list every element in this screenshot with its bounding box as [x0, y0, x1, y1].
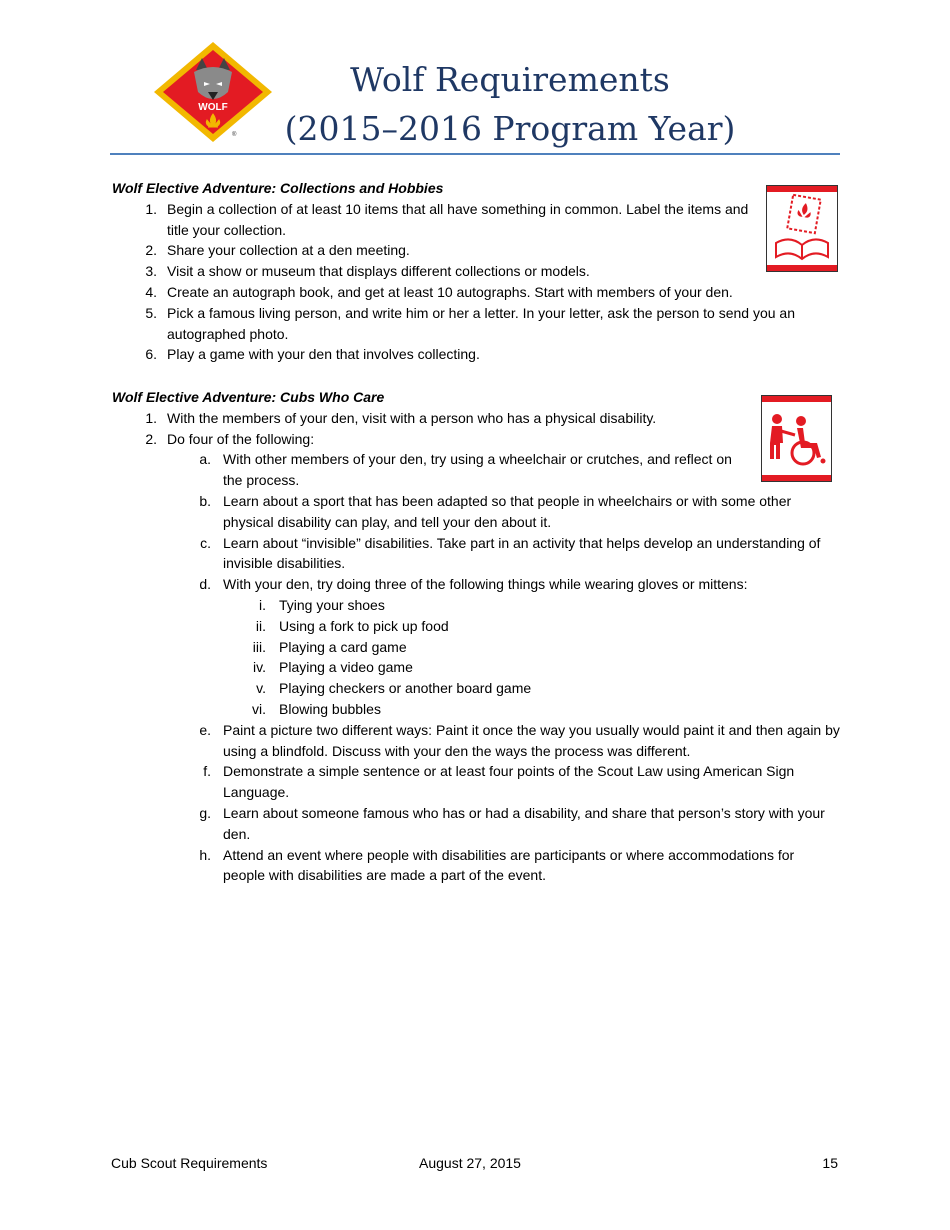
item-text: Playing a card game	[279, 638, 407, 655]
list-item	[145, 240, 840, 261]
item-number: 1.	[145, 409, 157, 426]
item-number: 2.	[145, 430, 157, 447]
section-cubs-who-care	[112, 387, 840, 886]
item-number: e.	[199, 721, 211, 738]
list-item	[199, 574, 840, 720]
svg-text:®: ®	[232, 132, 237, 138]
item-text: Using a fork to pick up food	[279, 617, 449, 634]
list-item	[199, 720, 840, 762]
activity-list	[223, 595, 840, 720]
page-subtitle: (2015–2016 Program Year)	[284, 109, 736, 148]
item-text: Learn about “invisible” disabilities. Take part in an activity that helps develop an understanding of invisible disabilities.	[223, 534, 821, 572]
item-text: Learn about a sport that has been adapted so that people in wheelchairs or with some other physical disability can play, and tell your den about it.	[223, 492, 792, 530]
list-item	[145, 408, 840, 429]
list-item	[145, 261, 840, 282]
item-number: ii.	[255, 617, 266, 634]
header-divider	[110, 153, 840, 155]
item-number: d.	[199, 576, 211, 593]
list-item	[199, 491, 840, 533]
item-text: Share your collection at a den meeting.	[167, 242, 410, 259]
item-number: iii.	[252, 638, 266, 655]
item-number: 3.	[145, 263, 157, 280]
footer-page-number: 15	[822, 1155, 838, 1171]
list-item	[252, 699, 840, 720]
list-item	[203, 761, 840, 803]
wheelchair-icon	[761, 395, 832, 482]
item-text: Demonstrate a simple sentence or at least four points of the Scout Law using American Sign Language.	[223, 763, 795, 801]
list-item	[145, 199, 762, 241]
requirement-list	[112, 199, 840, 365]
page-title: Wolf Requirements	[350, 60, 670, 99]
list-item	[145, 303, 840, 345]
list-item	[200, 533, 840, 575]
item-number: 2.	[145, 242, 157, 259]
item-text: Playing a video game	[279, 659, 413, 676]
item-text: With the members of your den, visit with a person who has a physical disability.	[167, 409, 657, 426]
list-item	[199, 449, 748, 491]
stamp-collection-icon	[766, 185, 838, 272]
item-text: Begin a collection of at least 10 items that all have something in common. Label the items and title your collection.	[167, 200, 749, 238]
wolf-rank-logo	[152, 40, 274, 144]
item-text: Create an autograph book, and get at least 10 autographs. Start with members of your den.	[167, 283, 733, 300]
item-number: 5.	[145, 304, 157, 321]
item-number: 4.	[145, 283, 157, 300]
section-collections-and-hobbies	[112, 178, 840, 365]
item-number: g.	[199, 804, 211, 821]
list-item	[199, 803, 840, 845]
item-text: With other members of your den, try using a wheelchair or crutches, and reflect on the process.	[223, 451, 732, 489]
item-number: f.	[203, 763, 211, 780]
list-item	[255, 616, 840, 637]
item-number: iv.	[253, 659, 266, 676]
list-item	[145, 344, 840, 365]
item-number: 1.	[145, 200, 157, 217]
list-item	[199, 845, 840, 887]
list-item	[259, 595, 840, 616]
sub-requirement-list	[167, 449, 840, 886]
item-number: vi.	[252, 700, 266, 717]
item-number: b.	[199, 492, 211, 509]
item-number: c.	[200, 534, 211, 551]
list-item	[253, 657, 840, 678]
item-text: Do four of the following:	[167, 430, 315, 447]
section-title: Wolf Elective Adventure: Cubs Who Care	[112, 389, 385, 405]
list-item	[252, 637, 840, 658]
item-number: h.	[199, 846, 211, 863]
section-title: Wolf Elective Adventure: Collections and Hobbies	[112, 180, 444, 196]
item-text: Visit a show or museum that displays different collections or models.	[167, 263, 590, 280]
item-number: a.	[199, 451, 211, 468]
requirement-list	[112, 408, 840, 886]
item-text: Pick a famous living person, and write him or her a letter. In your letter, ask the person to send you an autographed photo.	[167, 304, 795, 342]
footer-document-title: Cub Scout Requirements	[111, 1155, 268, 1171]
item-text: Play a game with your den that involves collecting.	[167, 346, 480, 363]
item-number: 6.	[145, 346, 157, 363]
item-text: Paint a picture two different ways: Paint it once the way you usually would paint it and then again by using a blindfold. Discuss with your den the ways the process was different.	[223, 721, 840, 759]
footer-date: August 27, 2015	[419, 1155, 521, 1171]
item-number: i.	[259, 596, 266, 613]
list-item	[145, 282, 840, 303]
item-text: Blowing bubbles	[279, 700, 381, 717]
list-item	[145, 429, 840, 887]
item-number: v.	[256, 680, 266, 697]
list-item	[256, 678, 840, 699]
item-text: Attend an event where people with disabilities are participants or where accommodations for people with disabilities are made a part of the event.	[223, 846, 795, 884]
item-text: Tying your shoes	[279, 596, 385, 613]
logo-text: WOLF	[198, 102, 228, 113]
item-text: Playing checkers or another board game	[279, 680, 532, 697]
item-text: With your den, try doing three of the following things while wearing gloves or mittens:	[223, 576, 748, 593]
item-text: Learn about someone famous who has or had a disability, and share that person’s story with your den.	[223, 804, 825, 842]
